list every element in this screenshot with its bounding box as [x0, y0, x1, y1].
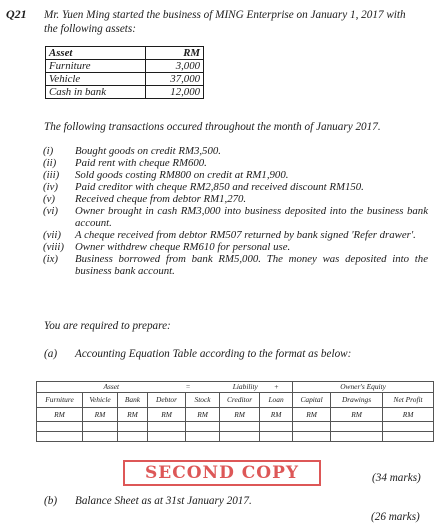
- list-item: [43, 253, 428, 277]
- asset-value: 3,000: [146, 60, 204, 73]
- transaction-text: Owner brought in cash RM3,000 into business deposited into the business bank account.: [75, 205, 428, 229]
- transaction-number: (viii): [43, 241, 64, 253]
- table-row: [46, 60, 204, 73]
- transaction-number: (ix): [43, 253, 58, 265]
- column-header-row: [37, 393, 434, 408]
- unit-row: [37, 408, 434, 422]
- transaction-number: (ii): [43, 157, 57, 169]
- unit-cell: RM: [83, 408, 118, 422]
- group-asset: Asset: [37, 382, 186, 393]
- asset-value: 12,000: [146, 86, 204, 99]
- unit-cell: RM: [220, 408, 260, 422]
- col-stock: Stock: [186, 393, 220, 408]
- transaction-number: (v): [43, 193, 55, 205]
- transaction-text: Sold goods costing RM800 on credit at RM1,900.: [75, 169, 289, 181]
- equals-sign: =: [186, 382, 220, 393]
- unit-cell: RM: [148, 408, 186, 422]
- col-furniture: Furniture: [37, 393, 83, 408]
- asset-name: Furniture: [46, 60, 146, 73]
- transaction-text: A cheque received from debtor RM507 returned by bank signed 'Refer drawer'.: [75, 229, 416, 241]
- blank-row: [37, 432, 434, 442]
- blank-row: [37, 422, 434, 432]
- transaction-text: Received cheque from debtor RM1,270.: [75, 193, 247, 205]
- table-row: [46, 86, 204, 99]
- assets-table: [45, 46, 204, 99]
- group-liability-label: Liability: [232, 382, 258, 391]
- unit-cell: RM: [293, 408, 331, 422]
- list-item: [43, 241, 428, 253]
- transactions-list: [43, 145, 428, 277]
- accounting-equation-table: [36, 381, 434, 442]
- transaction-text: Paid rent with cheque RM600.: [75, 157, 207, 169]
- col-debtor: Debtor: [148, 393, 186, 408]
- list-item: [43, 193, 428, 205]
- transaction-number: (iv): [43, 181, 58, 193]
- question-text-line2: the following assets:: [44, 23, 136, 35]
- transaction-number: (iii): [43, 169, 60, 181]
- plus-sign: +: [273, 382, 279, 391]
- col-capital: Capital: [293, 393, 331, 408]
- list-item: [43, 181, 428, 193]
- transaction-text: Business borrowed from bank RM5,000. The money was deposited into the business bank account.: [75, 253, 428, 277]
- second-copy-stamp: SECOND COPY: [123, 460, 321, 486]
- table-row: [46, 73, 204, 86]
- question-text-line1: Mr. Yuen Ming started the business of MING Enterprise on January 1, 2017 with: [44, 9, 406, 21]
- col-creditor: Creditor: [220, 393, 260, 408]
- part-a-marks: (34 marks): [372, 472, 421, 484]
- list-item: [43, 169, 428, 181]
- list-item: [43, 145, 428, 157]
- col-bank: Bank: [118, 393, 148, 408]
- transaction-number: (i): [43, 145, 54, 157]
- part-b-text: Balance Sheet as at 31st January 2017.: [75, 495, 252, 507]
- list-item: [43, 205, 428, 229]
- col-loan: Loan: [260, 393, 293, 408]
- col-net-profit: Net Profit: [383, 393, 434, 408]
- part-b-marks: (26 marks): [371, 511, 420, 523]
- unit-cell: RM: [118, 408, 148, 422]
- assets-header-asset: Asset: [46, 47, 146, 60]
- unit-cell: RM: [37, 408, 83, 422]
- assets-table-header: [46, 47, 204, 60]
- part-a-label: (a): [44, 348, 58, 360]
- list-item: [43, 157, 428, 169]
- unit-cell: RM: [331, 408, 383, 422]
- part-b-label: (b): [44, 495, 58, 507]
- transaction-text: Owner withdrew cheque RM610 for personal use.: [75, 241, 291, 253]
- unit-cell: RM: [260, 408, 293, 422]
- transaction-text: Paid creditor with cheque RM2,850 and received discount RM150.: [75, 181, 364, 193]
- transactions-intro: The following transactions occured throughout the month of January 2017.: [44, 121, 381, 133]
- unit-cell: RM: [186, 408, 220, 422]
- transaction-text: Bought goods on credit RM3,500.: [75, 145, 221, 157]
- asset-value: 37,000: [146, 73, 204, 86]
- assets-header-rm: RM: [146, 47, 204, 60]
- col-drawings: Drawings: [331, 393, 383, 408]
- list-item: [43, 229, 428, 241]
- transaction-number: (vii): [43, 229, 61, 241]
- asset-name: Vehicle: [46, 73, 146, 86]
- transaction-number: (vi): [43, 205, 58, 217]
- question-number: Q21: [6, 7, 27, 21]
- col-vehicle: Vehicle: [83, 393, 118, 408]
- group-liability: [220, 382, 293, 393]
- asset-name: Cash in bank: [46, 86, 146, 99]
- required-text: You are required to prepare:: [44, 320, 171, 332]
- unit-cell: RM: [383, 408, 434, 422]
- equation-group-row: [37, 382, 434, 393]
- group-equity: Owner's Equity: [293, 382, 434, 393]
- part-a-text: Accounting Equation Table according to the format as below:: [75, 348, 352, 360]
